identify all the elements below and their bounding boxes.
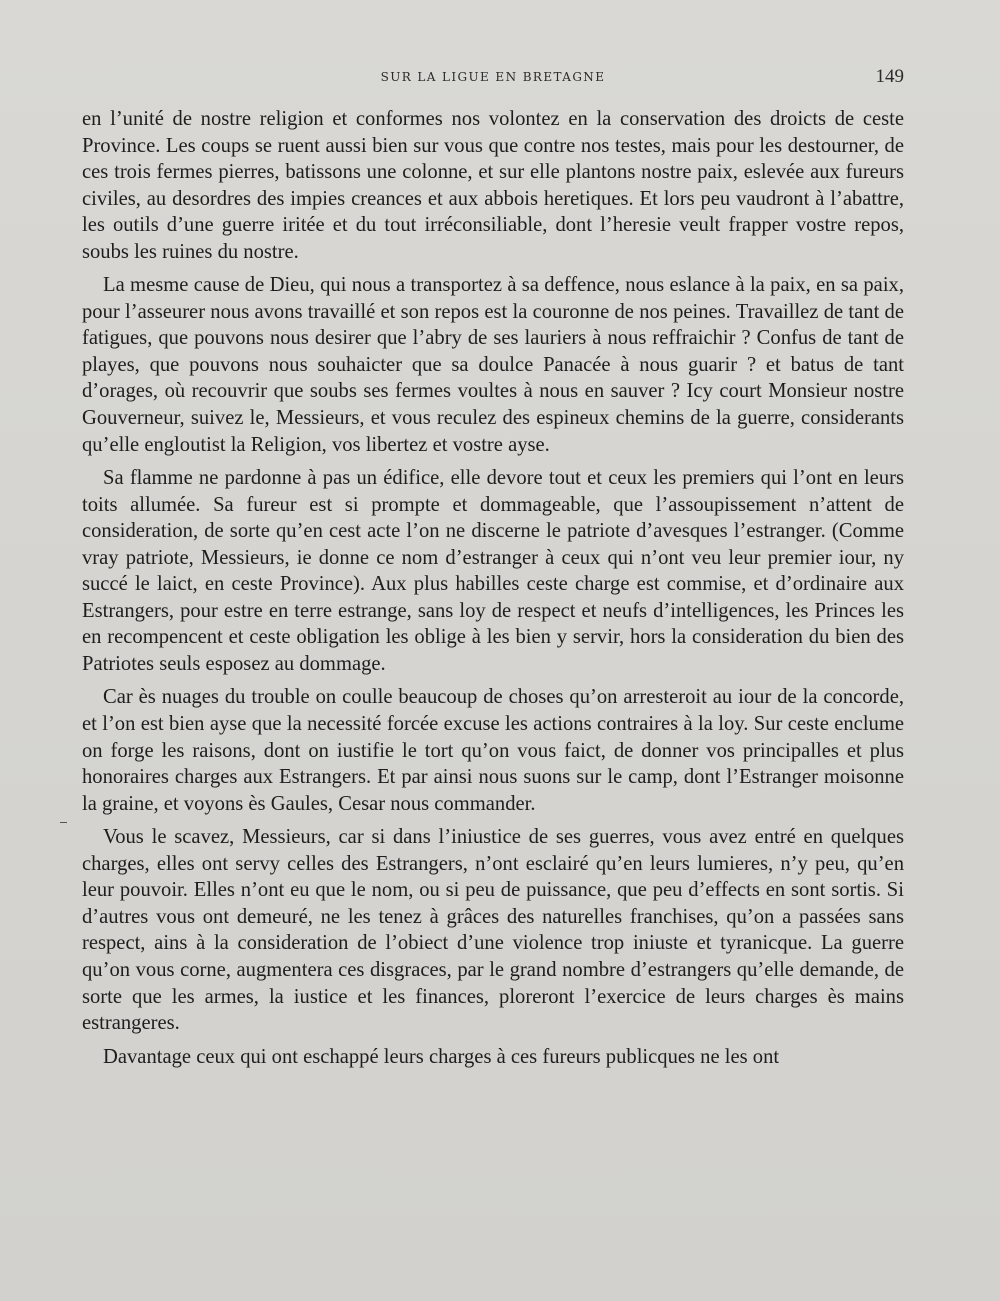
body-text [82, 106, 904, 1070]
paragraph: Davantage ceux qui ont eschappé leurs charges à ces fureurs publicques ne les ont [103, 1045, 780, 1068]
paragraph: Car ès nuages du trouble on coulle beaucoup de choses qu’on arresteroit au iour de la concorde, et l’on est bien ayse que la necessité forcée excuse les actions contraires à la loy. Sur ceste enclume on forge les raisons, dont on iustifie le tort qu’on vous faict, de donner vos principalles et plus honoraires charges aux Estrangers. Et par ainsi nous suons sur le camp, dont l’Estranger moisonne la graine, et voyons ès Gaules, Cesar nous commander. [82, 686, 904, 815]
page-number: 149 [875, 66, 904, 87]
page-header [82, 66, 904, 90]
paragraph: La mesme cause de Dieu, qui nous a transportez à sa deffence, nous eslance à la paix, en sa paix, pour l’asseurer nous avons travaillé et son repos est la couronne de nos peines. Travaillez de tant de fatigues, que pouvons nous desirer que l’abry de ses lauriers à nous reffraichir ? Confus de tant de playes, que pouvons nous souhaicter que sa doulce Panacée à nous guarir ? et batus de tant d’orages, où recouvrir que soubs ses fermes voultes à nous en sauver ? Icy court Monsieur nostre Gouverneur, suivez le, Messieurs, et vous reculez des espineux chemins de la guerre, considerants qu’elle engloutist la Religion, vos libertez et vostre ayse. [82, 274, 904, 456]
paragraph: Sa flamme ne pardonne à pas un édifice, elle devore tout et ceux les premiers qui l’ont en leurs toits allumée. Sa fureur est si prompte et dommageable, que l’assoupissement n’attent de consideration, de sorte qu’en cest acte l’on ne discerne le patriote d’avesques l’estranger. (Comme vray patriote, Messieurs, ie donne ce nom d’estranger à ceux qui n’ont veu leur premier iour, ny succé le laict, en ceste Province). Aux plus habilles ceste charge est commise, et d’ordinaire aux Estrangers, pour estre en terre estrange, sans loy de respect et neufs d’intelligences, les Princes les en recompencent et ceste obligation les oblige à les bien y servir, hors la consideration du bien des Patriotes seuls esposez au dommage. [82, 467, 904, 675]
paragraph: Vous le scavez, Messieurs, car si dans l’iniustice de ses guerres, vous avez entré en quelques charges, elles ont servy celles des Estrangers, n’ont esclairé qu’en leurs lumieres, n’y peu, qu’en leur pouvoir. Elles n’ont eu que le nom, ou si peu de puissance, que peu d’effects en sont sortis. Si d’autres vous ont demeuré, ne les tenez à grâces des naturelles franchises, qu’on a passées sans respect, ains à la consideration de l’obiect d’une violence trop iniuste et tyranicque. La guerre qu’on vous corne, augmentera ces disgraces, par le grand nombre d’estrangers qu’elle demande, de sorte que les armes, la iustice et les finances, ploreront l’exercice de leurs charges ès mains estrangeres. [82, 826, 904, 1035]
running-head: SUR LA LIGUE EN BRETAGNE [380, 70, 606, 84]
margin-mark [60, 822, 67, 823]
paragraph: en l’unité de nostre religion et conformes nos volontez en la conservation des droicts de ceste Province. Les coups se ruent aussi bien sur vous que contre nos testes, mais pour les destourner, de ces trois fermes pierres, batissons une colonne, et sur elle plantons nostre paix, eslevée aux fureurs civiles, au desordres des impies creances et aux abbois heretiques. Et lors peu vaudront à l’abattre, les outils d’une guerre iritée et du tout irréconsiliable, dont l’heresie veult frapper vostre repos, soubs les ruines du nostre. [82, 108, 904, 263]
